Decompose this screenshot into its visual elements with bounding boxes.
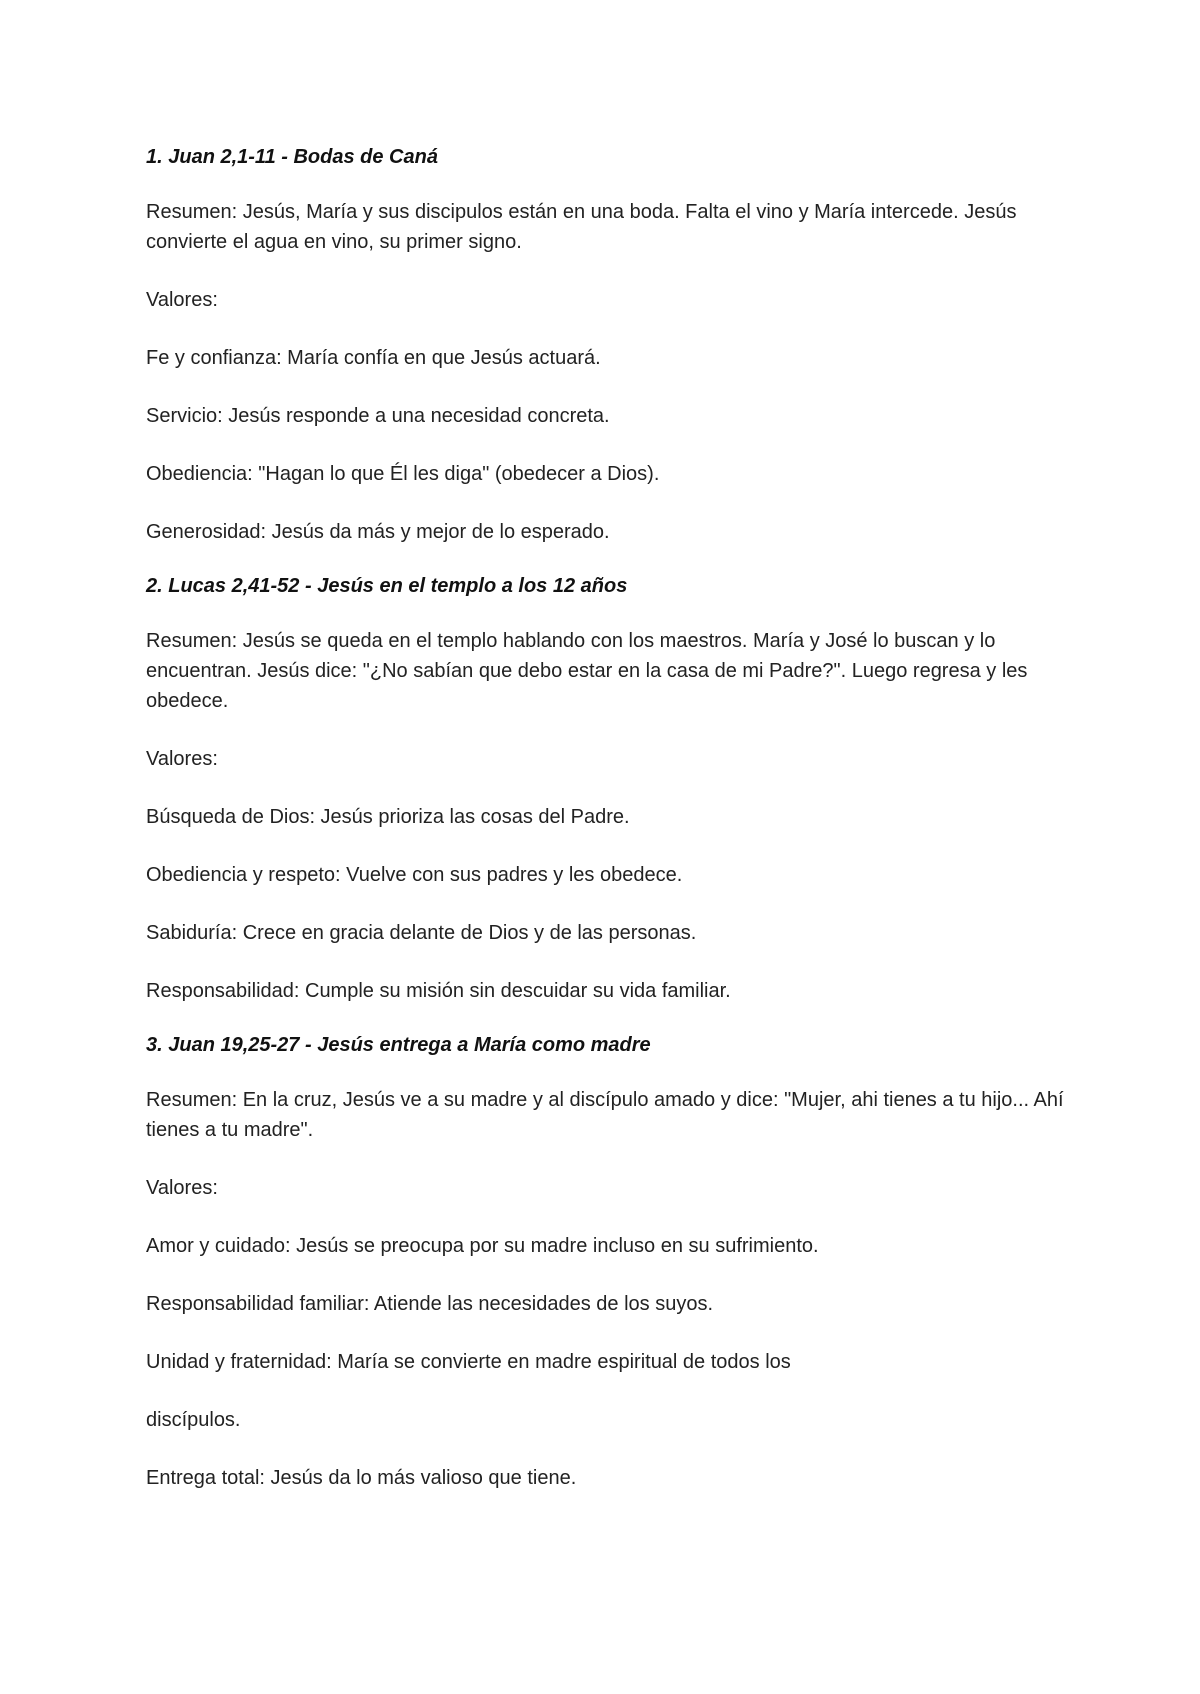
value-item: Entrega total: Jesús da lo más valioso que tiene. bbox=[146, 1467, 577, 1489]
section-summary: Resumen: Jesús se queda en el templo hablando con los maestros. María y José lo buscan y lo encuentran. Jesús dice: "¿No sabían que debo estar en la casa de mi Padre?". Luego regresa y les obedece. bbox=[146, 630, 1028, 712]
value-item: Obediencia: "Hagan lo que Él les diga" (obedecer a Dios). bbox=[146, 463, 660, 485]
value-item: Responsabilidad: Cumple su misión sin descuidar su vida familiar. bbox=[146, 980, 731, 1002]
value-item: Responsabilidad familiar: Atiende las necesidades de los suyos. bbox=[146, 1293, 714, 1315]
value-item: Obediencia y respeto: Vuelve con sus padres y les obedece. bbox=[146, 864, 683, 886]
section-2 bbox=[146, 575, 1076, 1034]
section-1 bbox=[146, 146, 1076, 575]
section-summary: Resumen: Jesús, María y sus discipulos están en una boda. Falta el vino y María intercede. Jesús convierte el agua en vino, su primer signo. bbox=[146, 201, 1017, 253]
value-item: Fe y confianza: María confía en que Jesús actuará. bbox=[146, 347, 601, 369]
values-label: Valores: bbox=[146, 289, 218, 311]
value-item: discípulos. bbox=[146, 1409, 241, 1431]
values-label: Valores: bbox=[146, 1177, 218, 1199]
value-item: Unidad y fraternidad: María se convierte en madre espiritual de todos los bbox=[146, 1351, 791, 1373]
values-label: Valores: bbox=[146, 748, 218, 770]
section-3 bbox=[146, 1034, 1076, 1493]
section-heading: 2. Lucas 2,41-52 - Jesús en el templo a los 12 años bbox=[146, 575, 628, 597]
section-heading: 1. Juan 2,1-11 - Bodas de Caná bbox=[146, 146, 438, 168]
document-page bbox=[146, 146, 1076, 1493]
value-item: Búsqueda de Dios: Jesús prioriza las cosas del Padre. bbox=[146, 806, 630, 828]
value-item: Sabiduría: Crece en gracia delante de Dios y de las personas. bbox=[146, 922, 697, 944]
value-item: Servicio: Jesús responde a una necesidad concreta. bbox=[146, 405, 610, 427]
value-item: Generosidad: Jesús da más y mejor de lo esperado. bbox=[146, 521, 610, 543]
section-summary: Resumen: En la cruz, Jesús ve a su madre y al discípulo amado y dice: "Mujer, ahi tienes a tu hijo... Ahí tienes a tu madre". bbox=[146, 1089, 1064, 1141]
value-item: Amor y cuidado: Jesús se preocupa por su madre incluso en su sufrimiento. bbox=[146, 1235, 819, 1257]
section-heading: 3. Juan 19,25-27 - Jesús entrega a María como madre bbox=[146, 1034, 651, 1056]
